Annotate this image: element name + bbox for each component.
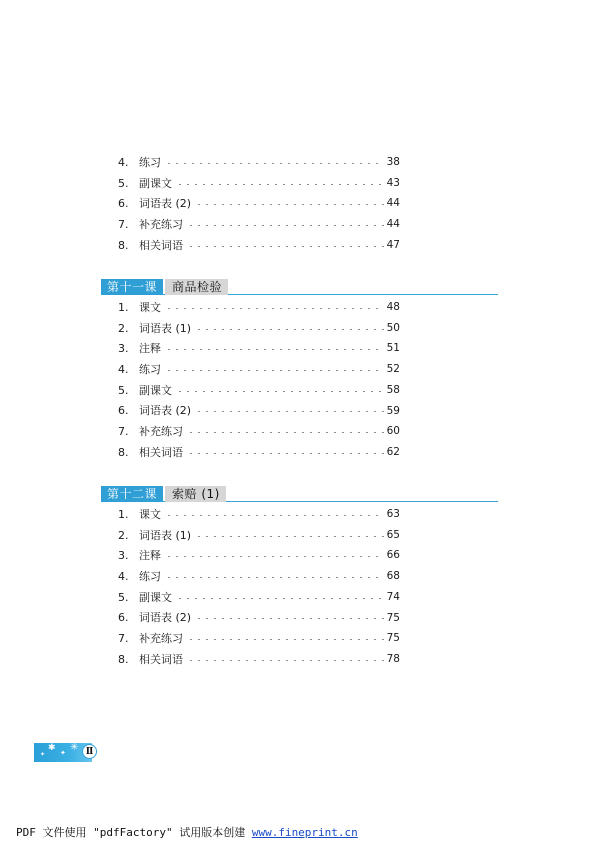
toc-entry-title: 词语表 (2) <box>139 197 192 211</box>
dot-leader <box>165 349 384 350</box>
toc-entry-page: 68 <box>386 570 400 583</box>
toc-entry-number: 4. <box>118 362 129 376</box>
toc-entry-title: 副课文 <box>139 590 172 604</box>
lesson-number-label: 第十一课 <box>101 279 163 295</box>
toc-entry-page: 78 <box>386 652 400 665</box>
dot-leader <box>176 391 384 392</box>
toc-entry[interactable] <box>118 421 400 442</box>
dot-leader <box>187 225 384 226</box>
page-number: Ⅱ <box>82 744 97 759</box>
dot-leader <box>176 184 384 185</box>
toc-entry[interactable] <box>118 214 400 235</box>
toc-entry-page: 63 <box>386 508 400 521</box>
dot-leader <box>187 432 384 433</box>
toc-entry-title: 练习 <box>139 362 161 376</box>
footer-text: PDF 文件使用 "pdfFactory" 试用版本创建 <box>16 826 252 839</box>
toc-entry-page: 44 <box>386 197 400 210</box>
sparkle-icon: ✱ <box>48 743 56 753</box>
toc-entry-page: 50 <box>386 321 400 334</box>
dot-leader <box>187 639 384 640</box>
toc-entry-number: 8. <box>118 445 129 459</box>
toc-entry-title: 词语表 (2) <box>139 404 192 418</box>
toc-entry-number: 7. <box>118 217 129 231</box>
toc-entry-page: 75 <box>386 611 400 624</box>
toc-entry[interactable] <box>118 545 400 566</box>
toc-entry-number: 7. <box>118 631 129 645</box>
dot-leader <box>195 329 384 330</box>
toc-entry-number: 5. <box>118 176 129 190</box>
lesson-header-11[interactable] <box>101 279 498 296</box>
toc-entry-page: 44 <box>386 218 400 231</box>
toc-group-lesson-11 <box>118 297 400 463</box>
toc-entry-page: 75 <box>386 632 400 645</box>
toc-entry-number: 6. <box>118 611 129 625</box>
dot-leader <box>165 577 384 578</box>
toc-entry[interactable] <box>118 338 400 359</box>
toc-entry[interactable] <box>118 359 400 380</box>
toc-entry[interactable] <box>118 152 400 173</box>
toc-entry-page: 58 <box>386 383 400 396</box>
toc-entry-title: 注释 <box>139 342 161 356</box>
toc-entry-page: 60 <box>386 425 400 438</box>
toc-entry[interactable] <box>118 380 400 401</box>
toc-entry-page: 65 <box>386 528 400 541</box>
toc-entry-title: 相关词语 <box>139 445 183 459</box>
toc-entry[interactable] <box>118 318 400 339</box>
toc-entry-title: 相关词语 <box>139 652 183 666</box>
toc-entry-title: 练习 <box>139 155 161 169</box>
toc-entry-title: 课文 <box>139 507 161 521</box>
toc-entry-number: 6. <box>118 404 129 418</box>
dot-leader <box>187 246 384 247</box>
toc-entry-number: 1. <box>118 507 129 521</box>
toc-entry-title: 课文 <box>139 300 161 314</box>
dot-leader <box>195 411 384 412</box>
toc-entry-page: 38 <box>386 156 400 169</box>
toc-entry-number: 8. <box>118 652 129 666</box>
toc-entry[interactable] <box>118 628 400 649</box>
toc-entry[interactable] <box>118 649 400 670</box>
toc-entry-title: 词语表 (1) <box>139 528 192 542</box>
lesson-title-label: 索赔 (1) <box>165 486 226 502</box>
toc-entry-title: 词语表 (1) <box>139 321 192 335</box>
toc-entry-title: 练习 <box>139 569 161 583</box>
dot-leader <box>165 163 384 164</box>
toc-group-lesson-12 <box>118 504 400 670</box>
toc-entry[interactable] <box>118 525 400 546</box>
toc-group-continued <box>118 152 400 255</box>
dot-leader <box>187 453 384 454</box>
toc-entry-title: 注释 <box>139 549 161 563</box>
toc-entry-title: 补充练习 <box>139 217 183 231</box>
toc-entry-page: 47 <box>386 238 400 251</box>
toc-entry[interactable] <box>118 587 400 608</box>
lesson-header-12[interactable] <box>101 486 498 503</box>
lesson-number-label: 第十二课 <box>101 486 163 502</box>
toc-entry-number: 7. <box>118 424 129 438</box>
toc-entry-page: 59 <box>386 404 400 417</box>
sparkle-icon: ✦ <box>40 751 46 758</box>
pdf-footer <box>16 824 358 840</box>
dot-leader <box>195 204 384 205</box>
toc-entry[interactable] <box>118 193 400 214</box>
toc-entry[interactable] <box>118 297 400 318</box>
toc-entry-title: 相关词语 <box>139 238 183 252</box>
toc-entry-number: 5. <box>118 383 129 397</box>
toc-entry[interactable] <box>118 504 400 525</box>
dot-leader <box>176 598 384 599</box>
toc-entry-title: 副课文 <box>139 176 172 190</box>
page-number-tab <box>34 743 98 762</box>
toc-entry-title: 补充练习 <box>139 631 183 645</box>
toc-entry-number: 2. <box>118 528 129 542</box>
dot-leader <box>165 370 384 371</box>
toc-entry-number: 3. <box>118 342 129 356</box>
toc-entry[interactable] <box>118 235 400 256</box>
toc-entry-page: 48 <box>386 301 400 314</box>
toc-entry-number: 5. <box>118 590 129 604</box>
dot-leader <box>195 618 384 619</box>
dot-leader <box>165 308 384 309</box>
footer-link[interactable]: www.fineprint.cn <box>251 826 358 839</box>
toc-entry-number: 6. <box>118 197 129 211</box>
toc-entry[interactable] <box>118 607 400 628</box>
toc-entry-page: 51 <box>386 342 400 355</box>
toc-entry[interactable] <box>118 400 400 421</box>
toc-entry-page: 43 <box>386 176 400 189</box>
dot-leader <box>165 556 384 557</box>
toc-entry[interactable] <box>118 566 400 587</box>
toc-entry-title: 副课文 <box>139 383 172 397</box>
lesson-title-label: 商品检验 <box>165 279 228 295</box>
toc-entry-page: 52 <box>386 363 400 376</box>
dot-leader <box>165 515 384 516</box>
toc-entry[interactable] <box>118 442 400 463</box>
toc-entry-number: 4. <box>118 569 129 583</box>
dot-leader <box>187 660 384 661</box>
toc-entry-number: 4. <box>118 155 129 169</box>
sparkle-icon: ✦ <box>60 749 66 757</box>
toc-entry-number: 3. <box>118 549 129 563</box>
toc-entry-page: 66 <box>386 549 400 562</box>
toc-entry-page: 62 <box>386 445 400 458</box>
toc-entry[interactable] <box>118 173 400 194</box>
toc-entry-title: 补充练习 <box>139 424 183 438</box>
dot-leader <box>195 536 384 537</box>
toc-entry-number: 8. <box>118 238 129 252</box>
sparkle-icon: ✳ <box>70 742 79 753</box>
toc-entry-number: 2. <box>118 321 129 335</box>
toc-entry-page: 74 <box>386 590 400 603</box>
toc-entry-title: 词语表 (2) <box>139 611 192 625</box>
toc-entry-number: 1. <box>118 300 129 314</box>
